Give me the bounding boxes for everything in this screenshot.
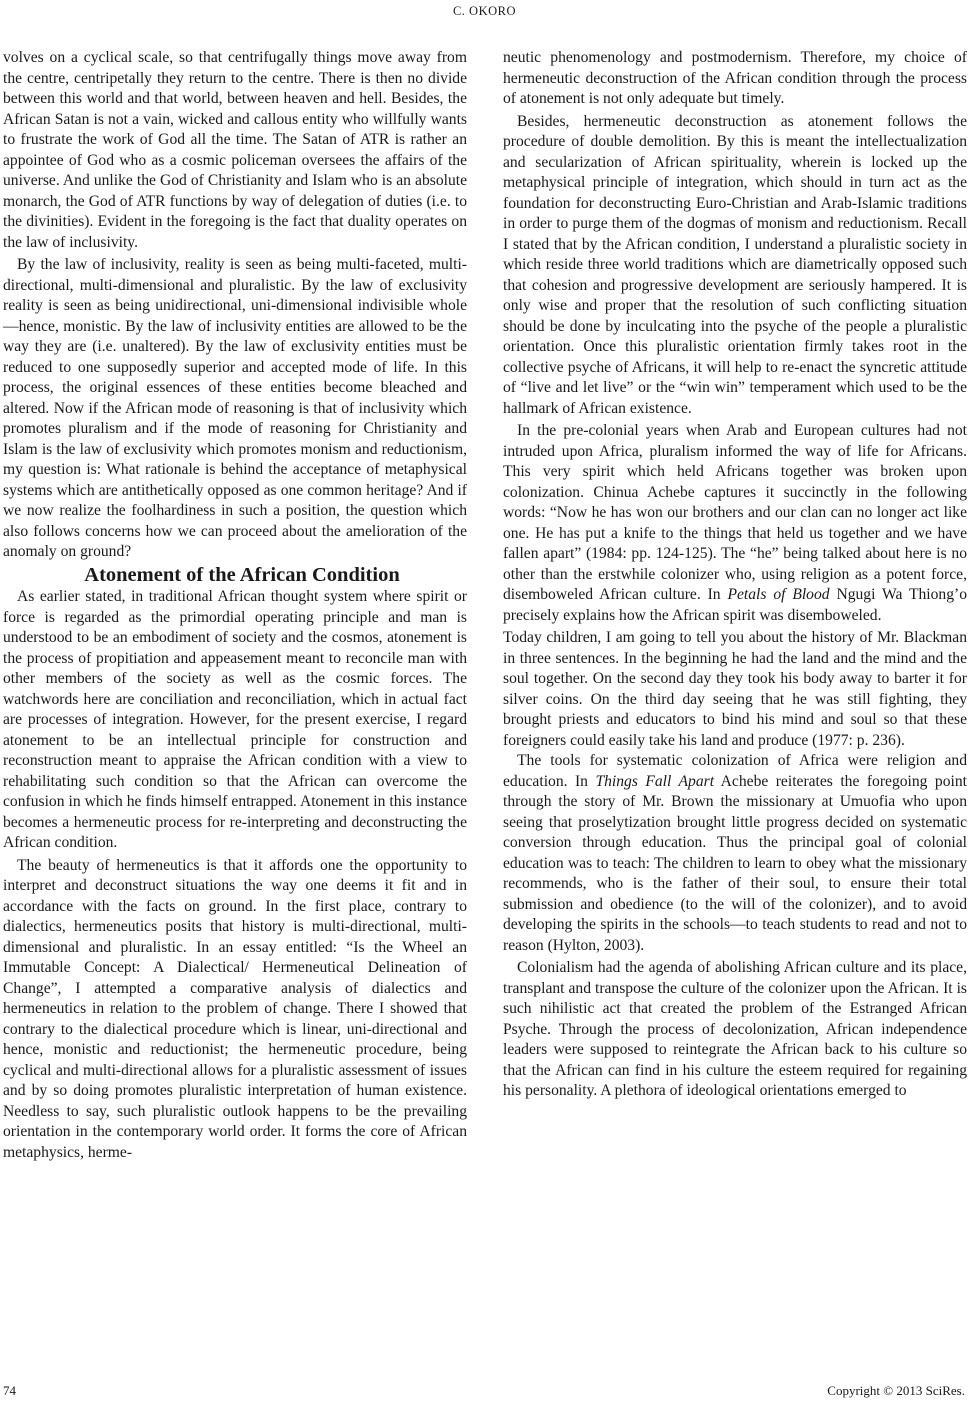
book-title: Things Fall Apart (595, 772, 715, 790)
paragraph: As earlier stated, in traditional African thought system where spirit or force is regarded as the primordial operating principle and man is understood to be an embodiment of society and the cosmos, atonement is the process of propitiation and appeasement meant to reconcile man with other members of the society as well as the cosmic forces. The watchwords here are conciliation and reconciliation, which in actual fact are processes of integration. However, for the present exercise, I regard atonement to be an intellectual principle for construction and reconstruction meant to appraise the African condition with a view to rehabilitating such condition so that the African can overcome the confusion in which he finds himself entrapped. Atonement in this instance becomes a hermeneutic process for re-interpreting and deconstructing the African condition. (3, 588, 467, 851)
text-span: Achebe reiterates the foregoing point through the story of Mr. Brown the missionary at Umuofia who upon seeing that proselytization brought little progress decided on systematic conversion through education. Thus the principal goal of colonial education was to teach: The children to learn to obey what the missionary recommends, who is the father of their soul, to ensure their total submission and obedience (to the will of the colonizer), and to avoid developing the spirits in the schools—to teach students to read and not to reason (Hylton, 2003). (503, 772, 967, 954)
paragraph: neutic phenomenology and postmodernism. Therefore, my choice of hermeneutic deconstruction of the African condition through the process of atonement is not only adequate but timely. (503, 49, 967, 107)
paragraph: The beauty of hermeneutics is that it affords one the opportunity to interpret and deconstruct situations the way one deems it fit and in accordance with the facts on ground. In the first place, contrary to dialectics, hermeneutics posits that history is multi-directional, multi-dimensional and pluralistic. In an essay entitled: “Is the Wheel an Immutable Concept: A Dialectical/ Hermeneutical Delineation of Change”, I attempted a comparative analysis of dialectics and hermeneutics in relation to the problem of change. There I showed that contrary to the dialectical procedure which is linear, uni-directional and hence, monistic and reductionist; the hermeneutic procedure, being cyclical and multi-directional allows for a pluralistic assessment of issues and by so doing promotes pluralistic interpretation of human existence. Needless to say, such pluralistic outlook happens to be the prevailing orientation in the contemporary world order. It forms the core of African metaphysics, herme- (3, 856, 467, 1161)
text-span: In the pre-colonial years when Arab and European cultures had not intruded upon Africa, pluralism informed the way of life for Africans. This very spirit which held Africans together was broken upon colonization. Chinua Achebe captures it succinctly in the following words: “Now he has won our brothers and our clan can no longer act like one. He has put a knife to the things that held us together and we have fallen apart” (1984: pp. 124-125). The “he” being talked about here is no other than the erstwhile colonizer who, using religion as a potent force, disemboweled African culture. In (503, 422, 967, 603)
paragraph: volves on a cyclical scale, so that centrifugally things move away from the centre, centripetally they return to the centre. There is then no divide between this world and that world, between heaven and hell. Besides, the African Satan is not a vain, wicked and callous entity who willfully wants to frustrate the work of God all the time. The Satan of ATR is rather an appointee of God who as a cosmic policeman oversees the affairs of the universe. And unlike the God of Christianity and Islam who is an absolute monarch, the God of ATR functions by way of delegation of duties (i.e. to the divinities). Evident in the foregoing is the fact that duality operates on the law of inclusivity. (3, 49, 467, 251)
text-span: Ngugi Wa Thiong’o precisely explains how the African spirit was disemboweled. (503, 586, 968, 624)
paragraph (503, 751, 967, 956)
page-number: 74 (3, 1383, 16, 1398)
paragraph: Colonialism had the agenda of abolishing African culture and its place, transplant and transpose the culture of the colonizer upon the African. It is such nihilistic act that created the problem of the Estranged African Psyche. Through the process of decolonization, African independence leaders were supposed to reintegrate the African back to his culture so that the African can find in his culture the esteem required for regaining his personality. A plethora of ideological orientations emerged to (503, 959, 967, 1099)
paragraph: Besides, hermeneutic deconstruction as atonement follows the procedure of double demolition. By this is meant the intellectualization and secularization of African spirituality, wherein is locked up the metaphysical principle of integration, which should in turn act as the foundation for deconstructing Euro-Christian and Arab-Islamic traditions in order to purge them of the dogmas of monism and reductionism. Recall I stated that by the African condition, I understand a pluralistic society in which reside three world traditions which are diametrically opposed such that cohesion and progressive development are seriously hampered. It is only wise and proper that the resolution of such conflicting situation should be done by inculcating into the psyche of the people a pluralistic orientation. Once this pluralistic orientation firmly takes root in the collective psyche of Africans, it will help to re-enact the syncretic attitude of “live and let live” or the “win win” temperament which used to be the hallmark of African existence. (503, 112, 967, 417)
left-column (3, 48, 467, 1163)
section-heading: Atonement of the African Condition (84, 563, 400, 586)
block-quote: Today children, I am going to tell you about the history of Mr. Blackman in three sentences. In the beginning he had the land and the mind and the soul together. On the second day they took his body away to barter it for silver coins. On the third day seeing that he was still fighting, they brought priests and educators to bind his mind and soul so that these foreigners could easily take his land and produce (1977: p. 236). (503, 629, 967, 749)
paragraph (503, 421, 967, 626)
right-column (503, 48, 967, 1102)
copyright-notice: Copyright © 2013 SciRes. (827, 1383, 965, 1398)
paragraph: By the law of inclusivity, reality is seen as being multi-faceted, multi-directional, multi-dimensional and pluralistic. By the law of exclusivity reality is seen as being unidirectional, uni-dimensional indivisible whole—hence, monistic. By the law of inclusivity entities are allowed to be the way they are (i.e. unaltered). By the law of exclusivity entities must be reduced to one supposedly superior and accepted mode of life. In this process, the original essences of these entities become bleached and altered. Now if the African mode of reasoning is that of inclusivity which promotes pluralism and if the mode of reasoning for Christianity and Islam is the law of exclusivity which promotes monism and reductionism, my question is: What rationale is behind the acceptance of metaphysical systems which are antithetically opposed as one common heritage? And if we now realize the foolhardiness in such a position, the question which also follows concerns how we can proceed about the amelioration of the anomaly on ground? (3, 256, 467, 560)
running-head: C. OKORO (452, 4, 517, 18)
text-span: The tools for systematic colonization of Africa were religion and education. In (503, 752, 967, 790)
book-title: Petals of Blood (727, 586, 830, 603)
